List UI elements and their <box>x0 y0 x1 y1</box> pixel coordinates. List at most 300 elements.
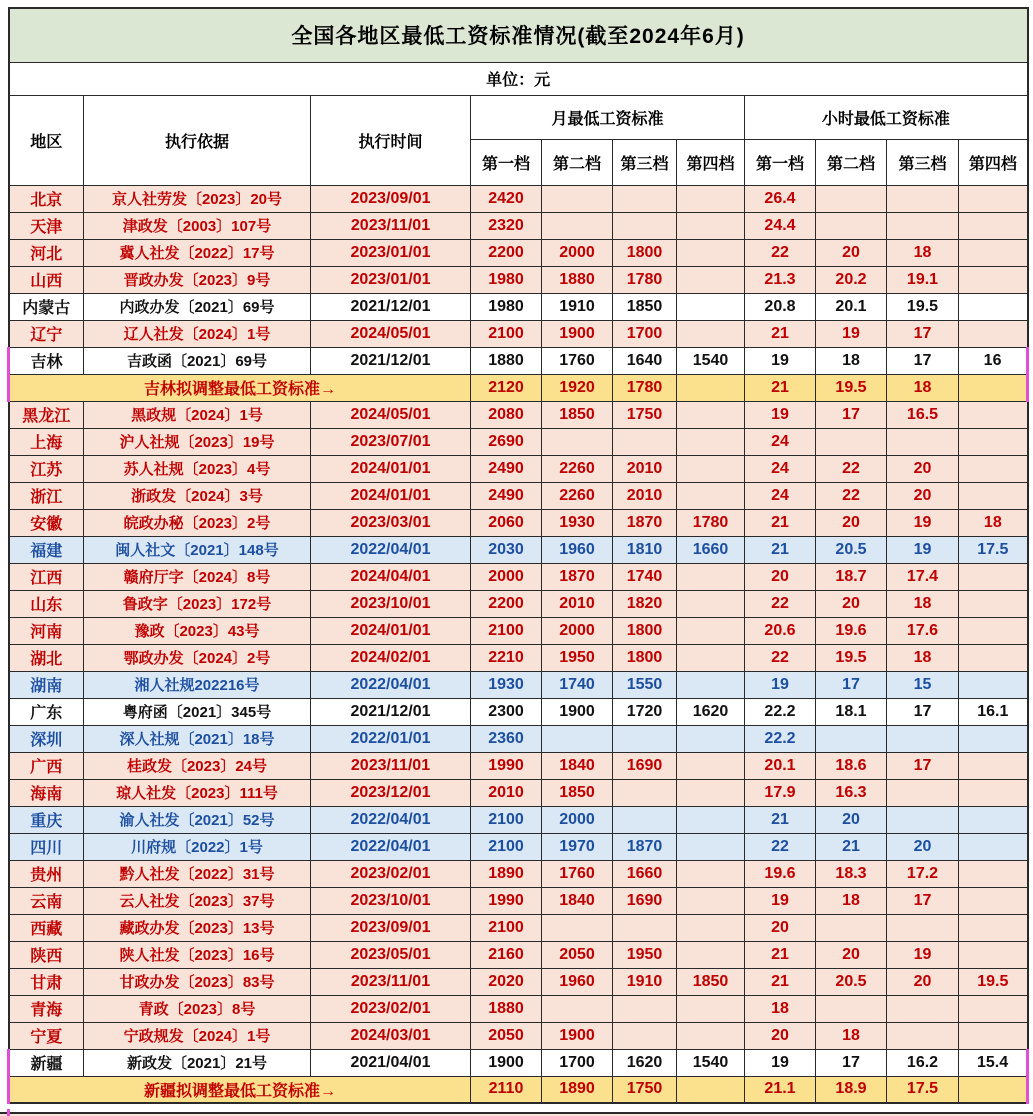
region-cell: 福建 <box>9 536 84 563</box>
hourly-value-cell: 20 <box>887 482 959 509</box>
hourly-value-cell: 21 <box>745 536 816 563</box>
basis-cell: 浙政发〔2024〕3号 <box>84 482 311 509</box>
region-cell: 内蒙古 <box>9 293 84 320</box>
monthly-value-cell: 2000 <box>542 239 613 266</box>
monthly-value-cell: 1890 <box>471 860 542 887</box>
region-cell: 安徽 <box>9 509 84 536</box>
header-date: 执行时间 <box>311 95 471 185</box>
date-cell: 2023/03/01 <box>311 509 471 536</box>
monthly-value-cell: 1960 <box>542 536 613 563</box>
monthly-value-cell: 1620 <box>613 1049 677 1076</box>
basis-cell: 沪人社规〔2023〕19号 <box>84 428 311 455</box>
hourly-value-cell: 20 <box>745 914 816 941</box>
monthly-value-cell: 2100 <box>471 617 542 644</box>
monthly-value-cell: 2490 <box>471 455 542 482</box>
hourly-value-cell: 17.9 <box>745 779 816 806</box>
monthly-value-cell <box>613 995 677 1022</box>
hourly-value-cell: 20 <box>887 833 959 860</box>
hourly-value-cell: 20 <box>816 590 887 617</box>
table-row <box>9 1022 1028 1049</box>
table-row <box>9 239 1028 266</box>
monthly-value-cell <box>677 941 745 968</box>
date-cell: 2024/05/01 <box>311 401 471 428</box>
hourly-value-cell: 22 <box>745 239 816 266</box>
region-cell: 河北 <box>9 239 84 266</box>
monthly-value-cell: 2000 <box>542 617 613 644</box>
hourly-value-cell: 16.2 <box>887 1049 959 1076</box>
monthly-value-cell: 1800 <box>613 617 677 644</box>
hourly-value-cell: 22.2 <box>745 698 816 725</box>
hourly-value-cell: 22.2 <box>745 725 816 752</box>
monthly-value-cell: 1540 <box>677 347 745 374</box>
monthly-value-cell: 2060 <box>471 509 542 536</box>
monthly-value-cell <box>677 779 745 806</box>
date-cell: 2024/01/01 <box>311 617 471 644</box>
monthly-value-cell: 1740 <box>613 563 677 590</box>
basis-cell: 黑政规〔2024〕1号 <box>84 401 311 428</box>
table-row <box>9 968 1028 995</box>
monthly-value-cell <box>677 266 745 293</box>
monthly-value-cell <box>542 185 613 212</box>
monthly-value-cell: 1540 <box>677 1049 745 1076</box>
monthly-value-cell <box>677 185 745 212</box>
region-cell: 山西 <box>9 266 84 293</box>
monthly-value-cell <box>677 1076 745 1103</box>
basis-cell: 琼人社发〔2023〕111号 <box>84 779 311 806</box>
hourly-value-cell <box>959 914 1028 941</box>
hourly-value-cell: 22 <box>745 833 816 860</box>
hourly-value-cell: 21 <box>745 941 816 968</box>
monthly-value-cell: 1990 <box>471 887 542 914</box>
header-monthly-tier-4: 第四档 <box>677 139 745 185</box>
monthly-value-cell: 1850 <box>542 779 613 806</box>
table-row <box>9 995 1028 1022</box>
monthly-value-cell: 2030 <box>471 536 542 563</box>
monthly-value-cell: 2160 <box>471 941 542 968</box>
hourly-value-cell: 18 <box>887 374 959 401</box>
hourly-value-cell: 19.5 <box>816 374 887 401</box>
monthly-value-cell: 1690 <box>613 887 677 914</box>
hourly-value-cell: 20 <box>816 509 887 536</box>
hourly-value-cell <box>887 212 959 239</box>
monthly-value-cell <box>677 482 745 509</box>
hourly-value-cell: 20.1 <box>816 293 887 320</box>
hourly-value-cell <box>887 1022 959 1049</box>
hourly-value-cell: 26.4 <box>745 185 816 212</box>
hourly-value-cell <box>959 563 1028 590</box>
basis-cell: 渝人社发〔2021〕52号 <box>84 806 311 833</box>
hourly-value-cell: 19 <box>745 1049 816 1076</box>
monthly-value-cell: 1990 <box>471 752 542 779</box>
date-cell: 2021/04/01 <box>311 1049 471 1076</box>
hourly-value-cell: 17 <box>887 320 959 347</box>
region-cell: 宁夏 <box>9 1022 84 1049</box>
monthly-value-cell <box>677 617 745 644</box>
hourly-value-cell: 18 <box>816 887 887 914</box>
header-monthly-tier-2: 第二档 <box>542 139 613 185</box>
monthly-value-cell: 1720 <box>613 698 677 725</box>
hourly-value-cell: 17 <box>816 1049 887 1076</box>
hourly-value-cell: 17 <box>887 347 959 374</box>
monthly-value-cell: 1840 <box>542 752 613 779</box>
table-row <box>9 563 1028 590</box>
monthly-value-cell <box>613 806 677 833</box>
monthly-value-cell: 2200 <box>471 239 542 266</box>
hourly-value-cell: 21 <box>745 320 816 347</box>
hourly-value-cell: 20 <box>816 941 887 968</box>
table-row <box>9 671 1028 698</box>
hourly-value-cell: 18.7 <box>816 563 887 590</box>
basis-cell: 吉政函〔2021〕69号 <box>84 347 311 374</box>
monthly-value-cell: 2000 <box>542 806 613 833</box>
monthly-value-cell: 2010 <box>613 455 677 482</box>
monthly-value-cell: 2360 <box>471 725 542 752</box>
adjust-label-cell: 新疆拟调整最低工资标准→ <box>9 1076 471 1103</box>
monthly-value-cell <box>677 374 745 401</box>
title-row <box>9 8 1028 62</box>
monthly-value-cell <box>677 995 745 1022</box>
monthly-value-cell: 1970 <box>542 833 613 860</box>
header-hourly-tier-2: 第二档 <box>816 139 887 185</box>
hourly-value-cell: 22 <box>816 455 887 482</box>
monthly-value-cell: 1780 <box>613 266 677 293</box>
region-cell: 吉林 <box>9 347 84 374</box>
hourly-value-cell: 17 <box>887 887 959 914</box>
hourly-value-cell <box>959 617 1028 644</box>
monthly-value-cell <box>613 779 677 806</box>
basis-cell: 皖政办秘〔2023〕2号 <box>84 509 311 536</box>
header-monthly-tier-3: 第三档 <box>613 139 677 185</box>
hourly-value-cell: 21.1 <box>745 1076 816 1103</box>
hourly-value-cell: 20 <box>745 1022 816 1049</box>
date-cell: 2022/01/01 <box>311 725 471 752</box>
date-cell: 2022/04/01 <box>311 806 471 833</box>
hourly-value-cell <box>959 590 1028 617</box>
hourly-value-cell: 18 <box>887 644 959 671</box>
hourly-value-cell <box>959 644 1028 671</box>
hourly-value-cell <box>959 1022 1028 1049</box>
hourly-value-cell: 19.6 <box>745 860 816 887</box>
region-cell: 广东 <box>9 698 84 725</box>
hourly-value-cell: 24 <box>745 482 816 509</box>
hourly-value-cell <box>959 860 1028 887</box>
monthly-value-cell <box>613 185 677 212</box>
basis-cell: 粤府函〔2021〕345号 <box>84 698 311 725</box>
monthly-value-cell <box>613 914 677 941</box>
date-cell: 2024/03/01 <box>311 1022 471 1049</box>
hourly-value-cell: 21.3 <box>745 266 816 293</box>
date-cell: 2023/01/01 <box>311 266 471 293</box>
date-cell: 2024/05/01 <box>311 320 471 347</box>
hourly-value-cell: 20.5 <box>816 536 887 563</box>
region-cell: 云南 <box>9 887 84 914</box>
monthly-value-cell: 1820 <box>613 590 677 617</box>
hourly-value-cell: 15 <box>887 671 959 698</box>
hourly-value-cell: 21 <box>745 968 816 995</box>
hourly-value-cell: 18 <box>887 590 959 617</box>
basis-cell: 津政发〔2003〕107号 <box>84 212 311 239</box>
monthly-value-cell <box>613 212 677 239</box>
basis-cell: 湘人社规202216号 <box>84 671 311 698</box>
region-cell: 陕西 <box>9 941 84 968</box>
hourly-value-cell: 19 <box>745 887 816 914</box>
monthly-value-cell: 1980 <box>471 293 542 320</box>
hourly-value-cell: 19.6 <box>816 617 887 644</box>
hourly-value-cell <box>816 995 887 1022</box>
monthly-value-cell <box>677 833 745 860</box>
monthly-value-cell: 2100 <box>471 806 542 833</box>
monthly-value-cell <box>677 887 745 914</box>
monthly-value-cell <box>542 725 613 752</box>
table-row <box>9 347 1028 374</box>
monthly-value-cell: 2320 <box>471 212 542 239</box>
region-cell: 重庆 <box>9 806 84 833</box>
hourly-value-cell <box>959 374 1028 401</box>
hourly-value-cell: 21 <box>745 806 816 833</box>
minimum-wage-table-page <box>7 7 1026 1104</box>
hourly-value-cell: 16.5 <box>887 401 959 428</box>
region-cell: 天津 <box>9 212 84 239</box>
hourly-value-cell <box>887 428 959 455</box>
basis-cell: 川府规〔2022〕1号 <box>84 833 311 860</box>
header-hourly-tier-3: 第三档 <box>887 139 959 185</box>
monthly-value-cell: 2100 <box>471 833 542 860</box>
region-cell: 青海 <box>9 995 84 1022</box>
table-row <box>9 428 1028 455</box>
basis-cell: 鲁政字〔2023〕172号 <box>84 590 311 617</box>
adjust-row <box>9 374 1028 401</box>
hourly-value-cell <box>816 212 887 239</box>
monthly-value-cell: 1700 <box>613 320 677 347</box>
hourly-value-cell: 17.2 <box>887 860 959 887</box>
table-row <box>9 455 1028 482</box>
table-row <box>9 212 1028 239</box>
date-cell: 2022/04/01 <box>311 671 471 698</box>
hourly-value-cell: 19 <box>816 320 887 347</box>
monthly-value-cell <box>677 428 745 455</box>
monthly-value-cell <box>677 1022 745 1049</box>
hourly-value-cell: 24.4 <box>745 212 816 239</box>
basis-cell: 赣府厅字〔2024〕8号 <box>84 563 311 590</box>
monthly-value-cell: 2080 <box>471 401 542 428</box>
table-row <box>9 1049 1028 1076</box>
monthly-value-cell: 2300 <box>471 698 542 725</box>
hourly-value-cell <box>959 833 1028 860</box>
monthly-value-cell: 1740 <box>542 671 613 698</box>
monthly-value-cell <box>542 212 613 239</box>
basis-cell: 宁政规发〔2024〕1号 <box>84 1022 311 1049</box>
date-cell: 2021/12/01 <box>311 293 471 320</box>
monthly-value-cell: 1880 <box>471 995 542 1022</box>
basis-cell: 陕人社发〔2023〕16号 <box>84 941 311 968</box>
monthly-value-cell: 1780 <box>677 509 745 536</box>
monthly-value-cell <box>677 860 745 887</box>
table-body <box>9 185 1028 1103</box>
hourly-value-cell <box>816 428 887 455</box>
hourly-value-cell: 19.5 <box>887 293 959 320</box>
monthly-value-cell: 2010 <box>471 779 542 806</box>
table-row <box>9 401 1028 428</box>
monthly-value-cell: 2100 <box>471 914 542 941</box>
region-cell: 湖南 <box>9 671 84 698</box>
date-cell: 2024/01/01 <box>311 455 471 482</box>
monthly-value-cell <box>542 914 613 941</box>
monthly-value-cell <box>613 725 677 752</box>
monthly-value-cell <box>677 455 745 482</box>
date-cell: 2022/04/01 <box>311 536 471 563</box>
hourly-value-cell: 19 <box>745 347 816 374</box>
monthly-value-cell: 1900 <box>542 320 613 347</box>
monthly-value-cell: 1690 <box>613 752 677 779</box>
table-row <box>9 698 1028 725</box>
hourly-value-cell: 15.4 <box>959 1049 1028 1076</box>
monthly-value-cell: 1870 <box>613 509 677 536</box>
table-row <box>9 266 1028 293</box>
hourly-value-cell: 18 <box>959 509 1028 536</box>
region-cell: 西藏 <box>9 914 84 941</box>
hourly-value-cell: 17 <box>887 698 959 725</box>
monthly-value-cell: 1880 <box>471 347 542 374</box>
monthly-value-cell: 1850 <box>613 293 677 320</box>
table-row <box>9 482 1028 509</box>
header-basis: 执行依据 <box>84 95 311 185</box>
table-row <box>9 941 1028 968</box>
monthly-value-cell: 2490 <box>471 482 542 509</box>
hourly-value-cell <box>959 293 1028 320</box>
date-cell: 2023/01/01 <box>311 239 471 266</box>
hourly-value-cell: 20 <box>745 563 816 590</box>
hourly-value-cell: 20.2 <box>816 266 887 293</box>
hourly-value-cell: 17.5 <box>887 1076 959 1103</box>
date-cell: 2024/01/01 <box>311 482 471 509</box>
hourly-value-cell <box>887 185 959 212</box>
monthly-value-cell: 1880 <box>542 266 613 293</box>
monthly-value-cell: 1660 <box>677 536 745 563</box>
hourly-value-cell: 24 <box>745 428 816 455</box>
monthly-value-cell: 1760 <box>542 860 613 887</box>
hourly-value-cell: 17 <box>816 671 887 698</box>
monthly-value-cell: 2000 <box>471 563 542 590</box>
hourly-value-cell: 20 <box>816 239 887 266</box>
region-cell: 江西 <box>9 563 84 590</box>
monthly-value-cell: 1850 <box>677 968 745 995</box>
monthly-value-cell: 1760 <box>542 347 613 374</box>
monthly-value-cell <box>677 671 745 698</box>
monthly-value-cell <box>613 428 677 455</box>
hourly-value-cell: 20 <box>816 806 887 833</box>
hourly-value-cell: 18.3 <box>816 860 887 887</box>
date-cell: 2022/04/01 <box>311 833 471 860</box>
monthly-value-cell: 1950 <box>613 941 677 968</box>
hourly-value-cell: 17.4 <box>887 563 959 590</box>
hourly-value-cell <box>959 941 1028 968</box>
date-cell: 2023/11/01 <box>311 212 471 239</box>
hourly-value-cell <box>887 914 959 941</box>
monthly-value-cell: 2100 <box>471 320 542 347</box>
monthly-value-cell: 2010 <box>542 590 613 617</box>
monthly-value-cell: 1660 <box>613 860 677 887</box>
basis-cell: 闽人社文〔2021〕148号 <box>84 536 311 563</box>
hourly-value-cell <box>959 401 1028 428</box>
basis-cell: 京人社劳发〔2023〕20号 <box>84 185 311 212</box>
monthly-value-cell: 1870 <box>542 563 613 590</box>
header-hourly-group: 小时最低工资标准 <box>745 95 1028 139</box>
table-row <box>9 590 1028 617</box>
header-hourly-tier-1: 第一档 <box>745 139 816 185</box>
hourly-value-cell: 19 <box>745 401 816 428</box>
monthly-value-cell: 2050 <box>542 941 613 968</box>
region-cell: 北京 <box>9 185 84 212</box>
hourly-value-cell: 18.1 <box>816 698 887 725</box>
hourly-value-cell: 21 <box>745 509 816 536</box>
header-hourly-tier-4: 第四档 <box>959 139 1028 185</box>
header-monthly-tier-1: 第一档 <box>471 139 542 185</box>
basis-cell: 冀人社发〔2022〕17号 <box>84 239 311 266</box>
monthly-value-cell: 1920 <box>542 374 613 401</box>
monthly-value-cell: 1810 <box>613 536 677 563</box>
hourly-value-cell: 20.5 <box>816 968 887 995</box>
table-row <box>9 887 1028 914</box>
monthly-value-cell <box>677 752 745 779</box>
hourly-value-cell <box>959 752 1028 779</box>
hourly-value-cell: 19.1 <box>887 266 959 293</box>
basis-cell: 桂政发〔2023〕24号 <box>84 752 311 779</box>
table-row <box>9 617 1028 644</box>
monthly-value-cell: 2210 <box>471 644 542 671</box>
table-row <box>9 914 1028 941</box>
monthly-value-cell: 1640 <box>613 347 677 374</box>
hourly-value-cell <box>959 212 1028 239</box>
date-cell: 2021/12/01 <box>311 698 471 725</box>
hourly-value-cell: 24 <box>745 455 816 482</box>
table-row <box>9 320 1028 347</box>
hourly-value-cell <box>816 185 887 212</box>
hourly-value-cell <box>959 455 1028 482</box>
hourly-value-cell: 18.6 <box>816 752 887 779</box>
hourly-value-cell: 20.1 <box>745 752 816 779</box>
monthly-value-cell: 1910 <box>613 968 677 995</box>
hourly-value-cell: 20.6 <box>745 617 816 644</box>
monthly-value-cell: 1910 <box>542 293 613 320</box>
hourly-value-cell: 18 <box>887 239 959 266</box>
hourly-value-cell: 20 <box>887 455 959 482</box>
hourly-value-cell <box>959 320 1028 347</box>
basis-cell: 苏人社规〔2023〕4号 <box>84 455 311 482</box>
date-cell: 2023/02/01 <box>311 860 471 887</box>
monthly-value-cell: 1900 <box>542 1022 613 1049</box>
header-region: 地区 <box>9 95 84 185</box>
hourly-value-cell: 19 <box>745 671 816 698</box>
highlight-border-stub <box>7 1109 10 1116</box>
monthly-value-cell: 1980 <box>471 266 542 293</box>
date-cell: 2023/02/01 <box>311 995 471 1022</box>
monthly-value-cell: 2200 <box>471 590 542 617</box>
monthly-value-cell: 1870 <box>613 833 677 860</box>
monthly-value-cell: 1780 <box>613 374 677 401</box>
monthly-value-cell <box>677 725 745 752</box>
hourly-value-cell <box>959 1076 1028 1103</box>
hourly-value-cell: 22 <box>745 590 816 617</box>
monthly-value-cell: 2420 <box>471 185 542 212</box>
monthly-value-cell: 2260 <box>542 482 613 509</box>
table-row <box>9 806 1028 833</box>
hourly-value-cell: 17.6 <box>887 617 959 644</box>
date-cell: 2024/04/01 <box>311 563 471 590</box>
region-cell: 浙江 <box>9 482 84 509</box>
hourly-value-cell <box>959 995 1028 1022</box>
date-cell: 2023/11/01 <box>311 752 471 779</box>
unit-row <box>9 62 1028 95</box>
